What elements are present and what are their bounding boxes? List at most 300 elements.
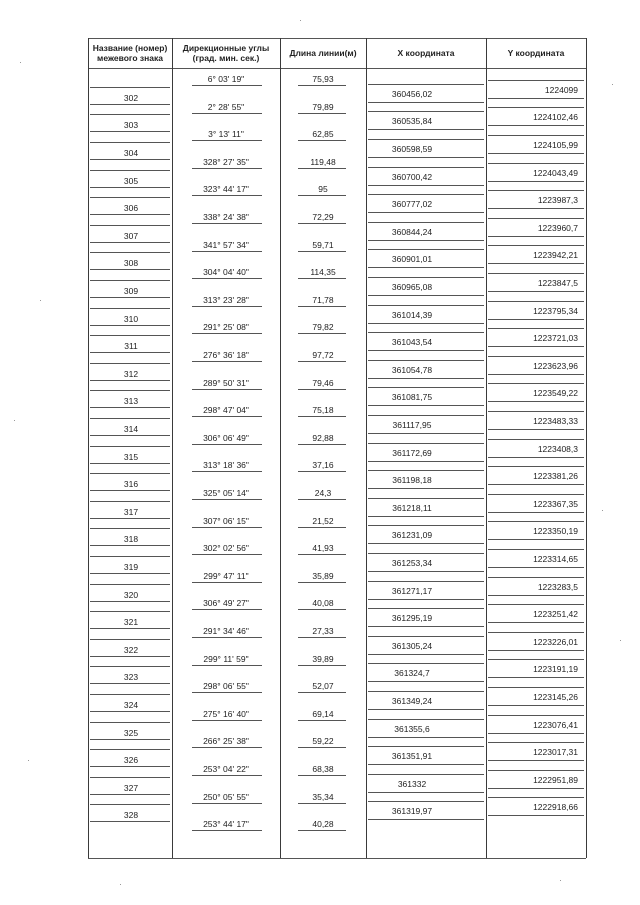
line-angle: 298° 06' 55" [203, 681, 249, 692]
line-angle: 304° 04' 40" [203, 267, 249, 278]
x-row-underline [368, 433, 484, 434]
name-row-underline [90, 214, 170, 215]
x-row-separator [368, 498, 484, 499]
x-row-separator [368, 332, 484, 333]
name-row-separator [90, 501, 170, 502]
line-length: 40,08 [312, 598, 334, 609]
line-length: 79,46 [312, 377, 334, 388]
point-y: 1223017,31 [533, 747, 578, 758]
x-row-separator [368, 746, 484, 747]
length-underline [298, 609, 346, 610]
point-x: 361117,95 [392, 420, 432, 431]
x-row-separator [368, 719, 484, 720]
point-y: 1224102,46 [533, 112, 578, 123]
name-row-separator [90, 446, 170, 447]
x-row-underline [368, 378, 484, 379]
point-x: 361253,34 [391, 558, 433, 569]
header-name-text: Название (номер) межевого знака [92, 43, 168, 63]
angle-underline [192, 306, 262, 307]
angle-underline [192, 333, 262, 334]
x-row-underline [368, 571, 484, 572]
header-length [280, 40, 366, 66]
x-row-underline [368, 405, 484, 406]
point-y: 1223145,26 [533, 692, 578, 703]
y-row-underline [488, 484, 584, 485]
y-row-underline [488, 650, 584, 651]
x-row-separator [368, 305, 484, 306]
length-underline [298, 251, 346, 252]
point-x: 361172,69 [392, 447, 432, 458]
length-underline [298, 582, 346, 583]
name-row-underline [90, 159, 170, 160]
point-name: 328 [123, 810, 139, 821]
name-row-underline [90, 683, 170, 684]
angle-underline [192, 554, 262, 555]
line-length: 75,93 [312, 74, 334, 84]
scan-speck [14, 420, 15, 421]
y-row-separator [488, 163, 584, 164]
name-row-separator [90, 804, 170, 805]
scan-speck [120, 884, 121, 885]
name-row-separator [90, 87, 170, 88]
length-underline [298, 361, 346, 362]
y-row-underline [488, 429, 584, 430]
x-row-separator [368, 249, 484, 250]
line-angle: 307° 06' 15" [203, 515, 249, 526]
length-underline [298, 85, 346, 86]
line-length: 21,52 [312, 515, 334, 526]
header-bottom-border [88, 68, 586, 69]
y-row-underline [488, 236, 584, 237]
name-row-separator [90, 308, 170, 309]
length-underline [298, 113, 346, 114]
length-underline [298, 140, 346, 141]
angle-underline [192, 471, 262, 472]
y-row-underline [488, 677, 584, 678]
y-row-separator [488, 80, 584, 81]
point-x: 360901,01 [391, 254, 433, 265]
name-row-underline [90, 711, 170, 712]
y-row-underline [488, 567, 584, 568]
y-row-separator [488, 190, 584, 191]
name-row-separator [90, 418, 170, 419]
name-row-underline [90, 573, 170, 574]
angle-underline [192, 195, 262, 196]
length-underline [298, 499, 346, 500]
x-row-underline [368, 737, 484, 738]
line-angle: 3° 13' 11" [208, 129, 244, 140]
x-row-underline [368, 764, 484, 765]
point-y: 1223408,3 [537, 443, 578, 454]
x-row-underline [368, 709, 484, 710]
y-row-underline [488, 457, 584, 458]
y-row-underline [488, 319, 584, 320]
header-angles [172, 40, 280, 66]
angle-underline [192, 582, 262, 583]
point-name: 311 [124, 341, 138, 352]
angle-underline [192, 803, 262, 804]
angle-underline [192, 692, 262, 693]
point-name: 315 [123, 451, 139, 462]
x-row-underline [368, 543, 484, 544]
x-row-separator [368, 525, 484, 526]
point-y: 1224043,49 [533, 167, 578, 178]
y-row-separator [488, 356, 584, 357]
name-row-underline [90, 739, 170, 740]
x-row-separator [368, 415, 484, 416]
point-x: 360598,59 [391, 144, 433, 155]
y-row-separator [488, 301, 584, 302]
name-row-underline [90, 380, 170, 381]
angle-underline [192, 416, 262, 417]
y-row-underline [488, 539, 584, 540]
y-row-underline [488, 181, 584, 182]
x-row-underline [368, 819, 484, 820]
name-row-separator [90, 197, 170, 198]
line-angle: 291° 34' 46" [203, 626, 249, 636]
point-y: 1223350,19 [533, 526, 578, 537]
y-row-underline [488, 153, 584, 154]
y-row-separator [488, 107, 584, 108]
angle-underline [192, 444, 262, 445]
line-angle: 313° 23' 28" [203, 294, 249, 305]
y-row-separator [488, 273, 584, 274]
length-underline [298, 195, 346, 196]
point-y: 1223076,41 [533, 719, 578, 730]
x-row-separator [368, 691, 484, 692]
scan-speck [612, 84, 613, 85]
y-row-separator [488, 632, 584, 633]
point-y: 1223483,33 [533, 416, 578, 427]
point-y: 1223314,65 [533, 554, 578, 565]
point-name: 317 [123, 506, 139, 517]
y-row-separator [488, 383, 584, 384]
length-underline [298, 416, 346, 417]
angle-underline [192, 113, 262, 114]
y-row-separator [488, 439, 584, 440]
line-length: 24,3 [314, 488, 332, 498]
angle-underline [192, 499, 262, 500]
y-row-underline [488, 788, 584, 789]
point-name: 312 [123, 368, 139, 379]
name-row-separator [90, 749, 170, 750]
x-row-separator [368, 194, 484, 195]
point-x: 361355,6 [394, 723, 430, 734]
line-length: 92,88 [312, 432, 334, 443]
point-name: 309 [123, 286, 139, 297]
scan-speck [28, 760, 29, 761]
x-row-separator [368, 139, 484, 140]
point-name: 306 [123, 203, 139, 214]
scan-speck [300, 20, 301, 21]
line-length: 71,78 [312, 294, 334, 305]
point-x: 361218,11 [392, 502, 432, 513]
point-x: 360535,84 [391, 116, 433, 127]
line-length: 97,72 [312, 350, 334, 360]
point-y: 1222918,66 [533, 802, 578, 813]
point-y: 1223623,96 [533, 360, 578, 371]
x-row-separator [368, 581, 484, 582]
point-y: 1223367,35 [533, 498, 578, 509]
point-name: 313 [123, 396, 139, 407]
x-row-underline [368, 599, 484, 600]
point-x: 361014,39 [391, 309, 433, 320]
x-row-underline [368, 212, 484, 213]
point-x: 361043,54 [391, 337, 433, 348]
point-y: 1223549,22 [533, 388, 578, 399]
x-row-underline [368, 129, 484, 130]
length-underline [298, 471, 346, 472]
line-angle: 313° 18' 36" [203, 460, 249, 471]
angle-underline [192, 223, 262, 224]
x-row-underline [368, 185, 484, 186]
line-angle: 275° 16' 40" [203, 708, 249, 719]
x-row-underline [368, 681, 484, 682]
x-row-separator [368, 801, 484, 802]
y-row-separator [488, 659, 584, 660]
angle-underline [192, 251, 262, 252]
point-name: 318 [123, 534, 139, 545]
header-name [88, 40, 172, 66]
point-x: 361271,17 [391, 585, 433, 596]
name-row-underline [90, 131, 170, 132]
angle-underline [192, 85, 262, 86]
scan-speck [20, 62, 21, 63]
name-row-separator [90, 639, 170, 640]
y-row-separator [488, 218, 584, 219]
name-row-underline [90, 407, 170, 408]
y-row-underline [488, 512, 584, 513]
line-length: 68,38 [312, 764, 334, 774]
line-angle: 325° 05' 14" [203, 488, 249, 498]
line-length: 52,07 [312, 681, 334, 692]
line-angle: 266° 25' 38" [203, 736, 249, 747]
point-x: 360844,24 [391, 226, 433, 237]
point-x: 361332 [397, 778, 427, 789]
point-x: 361305,24 [391, 640, 433, 651]
y-row-underline [488, 98, 584, 99]
name-row-separator [90, 114, 170, 115]
line-angle: 323° 44' 17" [203, 184, 249, 195]
scan-speck [602, 510, 603, 511]
line-length: 35,34 [312, 791, 334, 802]
x-row-underline [368, 295, 484, 296]
length-underline [298, 720, 346, 721]
line-length: 95 [318, 184, 328, 195]
header-y [486, 40, 586, 66]
angle-underline [192, 720, 262, 721]
y-row-underline [488, 291, 584, 292]
y-row-underline [488, 622, 584, 623]
name-row-separator [90, 694, 170, 695]
y-row-underline [488, 705, 584, 706]
point-name: 327 [123, 782, 139, 793]
x-row-underline [368, 516, 484, 517]
line-angle: 253° 04' 22" [203, 764, 249, 774]
name-row-separator [90, 225, 170, 226]
line-angle: 298° 47' 04" [203, 405, 249, 416]
angle-underline [192, 609, 262, 610]
point-name: 304 [123, 148, 139, 159]
y-row-underline [488, 374, 584, 375]
length-underline [298, 306, 346, 307]
name-row-separator [90, 335, 170, 336]
name-row-separator [90, 777, 170, 778]
name-row-separator [90, 390, 170, 391]
length-underline [298, 223, 346, 224]
point-x: 360965,08 [391, 282, 433, 293]
x-row-underline [368, 102, 484, 103]
x-row-separator [368, 167, 484, 168]
header-x-text: X координата [397, 48, 455, 58]
angle-underline [192, 747, 262, 748]
y-row-separator [488, 770, 584, 771]
name-row-separator [90, 280, 170, 281]
x-row-underline [368, 488, 484, 489]
point-x: 360700,42 [391, 171, 433, 182]
name-row-underline [90, 325, 170, 326]
name-row-separator [90, 170, 170, 171]
y-row-underline [488, 208, 584, 209]
y-row-separator [488, 466, 584, 467]
name-row-separator [90, 363, 170, 364]
name-row-separator [90, 252, 170, 253]
scan-speck [560, 880, 561, 881]
length-underline [298, 637, 346, 638]
column-border [366, 38, 367, 858]
line-angle: 338° 24' 38" [203, 212, 249, 222]
y-row-underline [488, 733, 584, 734]
angle-underline [192, 637, 262, 638]
x-row-separator [368, 387, 484, 388]
y-row-underline [488, 125, 584, 126]
line-length: 41,93 [312, 543, 334, 554]
line-length: 62,85 [312, 129, 334, 140]
line-length: 79,82 [312, 322, 334, 333]
name-row-separator [90, 611, 170, 612]
name-row-underline [90, 435, 170, 436]
point-name: 308 [123, 258, 139, 269]
point-name: 314 [123, 424, 139, 435]
point-x: 361054,78 [391, 364, 433, 375]
length-underline [298, 803, 346, 804]
y-row-separator [488, 328, 584, 329]
name-row-underline [90, 269, 170, 270]
x-row-underline [368, 350, 484, 351]
line-angle: 250° 05' 55" [203, 791, 249, 802]
x-row-underline [368, 323, 484, 324]
name-row-separator [90, 528, 170, 529]
angle-underline [192, 665, 262, 666]
y-row-separator [488, 245, 584, 246]
point-name: 307 [123, 230, 139, 241]
y-row-separator [488, 577, 584, 578]
point-name: 302 [123, 92, 139, 103]
name-row-underline [90, 794, 170, 795]
x-row-underline [368, 626, 484, 627]
point-y: 1223942,21 [533, 250, 578, 261]
line-angle: 253° 44' 17" [203, 819, 249, 830]
point-y: 1223987,3 [537, 195, 578, 206]
point-y: 1223381,26 [533, 471, 578, 482]
line-length: 39,89 [312, 653, 334, 664]
x-row-separator [368, 277, 484, 278]
name-row-underline [90, 821, 170, 822]
line-angle: 299° 47' 11" [203, 570, 249, 581]
point-name: 321 [123, 617, 139, 628]
table-bottom-border [88, 858, 586, 859]
y-row-separator [488, 135, 584, 136]
point-x: 361295,19 [391, 613, 433, 624]
y-row-underline [488, 760, 584, 761]
name-row-underline [90, 656, 170, 657]
point-name: 323 [123, 672, 139, 683]
length-underline [298, 168, 346, 169]
x-row-separator [368, 663, 484, 664]
point-x: 361349,24 [391, 696, 433, 707]
angle-underline [192, 168, 262, 169]
name-row-underline [90, 601, 170, 602]
y-row-separator [488, 604, 584, 605]
line-length: 40,28 [312, 819, 334, 830]
x-row-separator [368, 111, 484, 112]
angle-underline [192, 361, 262, 362]
length-underline [298, 692, 346, 693]
line-length: 37,16 [312, 460, 334, 471]
y-row-underline [488, 815, 584, 816]
point-y: 1224099 [544, 84, 578, 95]
y-row-underline [488, 595, 584, 596]
table-top-border [88, 38, 586, 39]
x-row-underline [368, 654, 484, 655]
point-y: 1223721,03 [533, 333, 578, 344]
line-angle: 2° 28' 55" [207, 101, 245, 112]
point-x: 360456,02 [391, 88, 433, 99]
point-name: 319 [123, 562, 139, 573]
name-row-separator [90, 584, 170, 585]
y-row-separator [488, 797, 584, 798]
x-row-separator [368, 443, 484, 444]
angle-underline [192, 278, 262, 279]
header-angles-text: Дирекционные углы (град. мин. сек.) [182, 43, 270, 63]
point-y: 1223283,5 [537, 581, 578, 592]
header-length-text: Длина линии(м) [289, 48, 357, 58]
scan-speck [620, 640, 621, 641]
name-row-underline [90, 463, 170, 464]
length-underline [298, 444, 346, 445]
length-underline [298, 830, 346, 831]
line-angle: 302° 02' 56" [203, 543, 249, 554]
line-length: 59,22 [312, 736, 334, 747]
length-underline [298, 747, 346, 748]
name-row-underline [90, 104, 170, 105]
header-y-text: Y координата [507, 48, 565, 58]
point-x: 361351,91 [391, 751, 433, 762]
line-length: 79,89 [312, 101, 334, 112]
header-x [366, 40, 486, 66]
x-row-separator [368, 636, 484, 637]
length-underline [298, 665, 346, 666]
point-x: 361198,18 [392, 475, 432, 486]
point-name: 316 [123, 479, 139, 490]
name-row-underline [90, 766, 170, 767]
line-angle: 328° 27' 35" [203, 156, 249, 167]
point-name: 305 [123, 175, 139, 186]
point-y: 1224105,99 [533, 140, 578, 151]
y-row-separator [488, 521, 584, 522]
point-x: 361231,09 [391, 530, 433, 541]
name-row-underline [90, 352, 170, 353]
